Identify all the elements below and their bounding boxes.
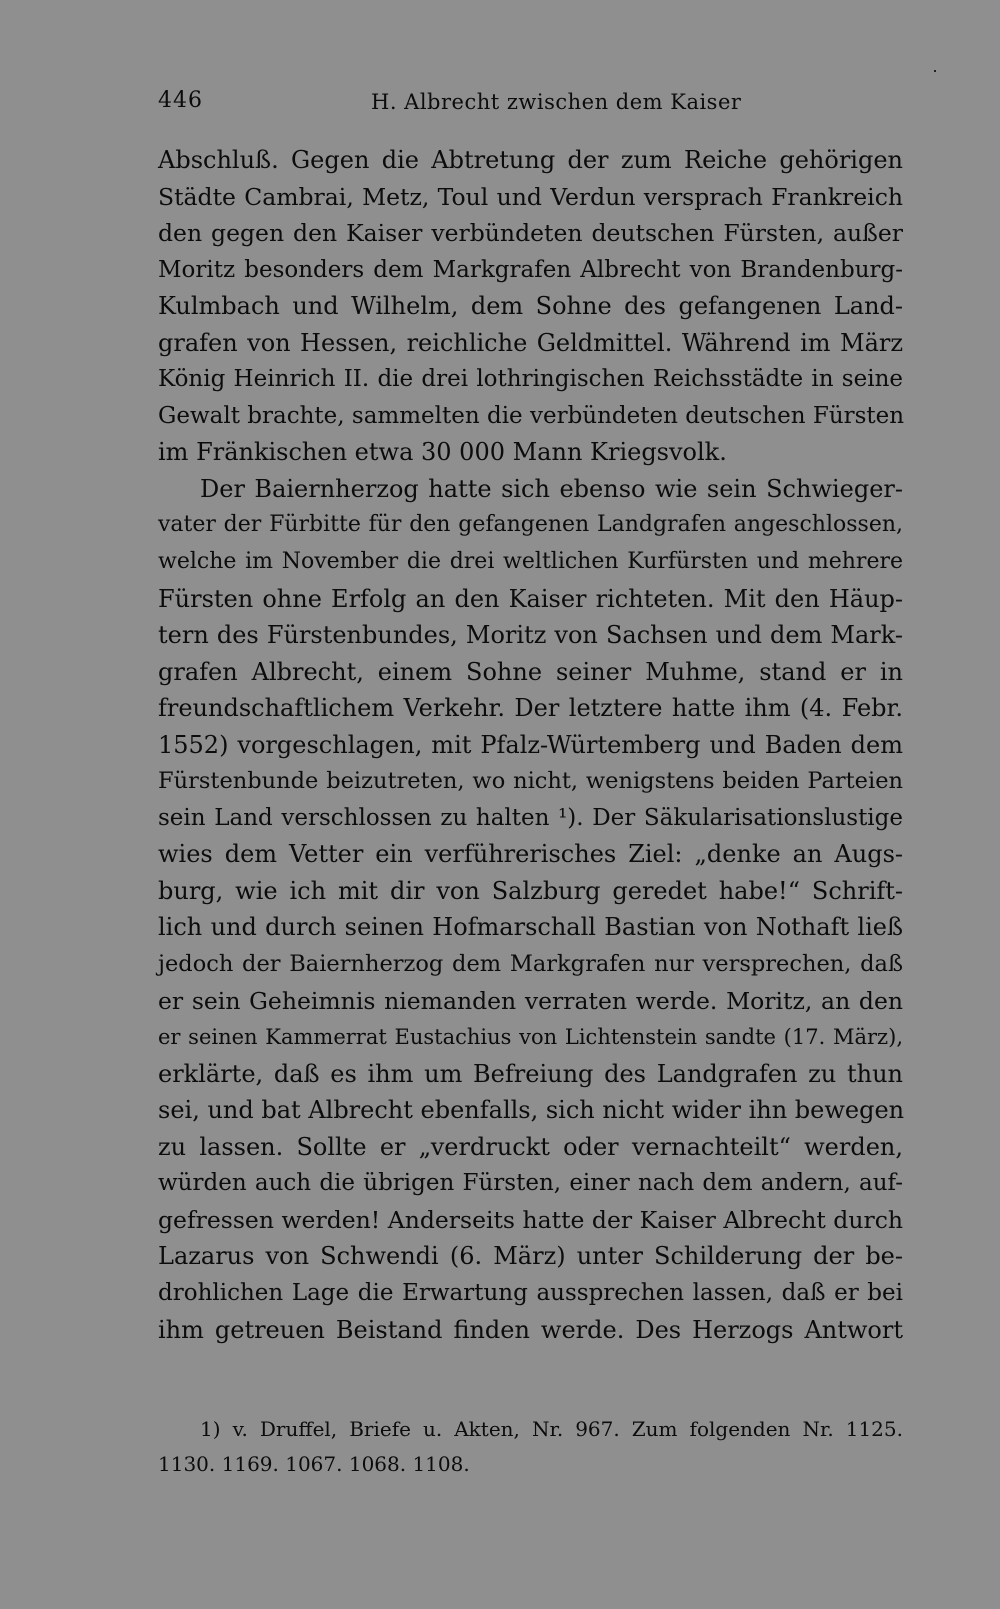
text-line: würden auch die übrigen Fürsten, einer nach dem andern, auf-	[158, 1170, 903, 1197]
text-line: welche im November die drei weltlichen Kurfürsten und mehrere	[158, 549, 903, 575]
text-line: im Fränkischen etwa 30 000 Mann Kriegsvolk.	[158, 438, 727, 467]
text-line: erklärte, daß es ihm um Befreiung des Landgrafen zu thun	[158, 1059, 903, 1088]
text-line: Lazarus von Schwendi (6. März) unter Schilderung der be-	[158, 1242, 903, 1271]
text-line: Kulmbach und Wilhelm, dem Sohne des gefangenen Land-	[158, 292, 903, 321]
text-line: lich und durch seinen Hofmarschall Bastian von Nothaft ließ	[158, 913, 903, 942]
text-line: den gegen den Kaiser verbündeten deutschen Fürsten, außer	[158, 219, 903, 248]
text-line: gefressen werden! Anderseits hatte der Kaiser Albrecht durch	[158, 1205, 903, 1234]
text-line: vater der Fürbitte für den gefangenen Landgrafen angeschlossen,	[158, 512, 903, 538]
page-number: 446	[158, 88, 203, 113]
text-line: Der Baiernherzog hatte sich ebenso wie sein Schwieger-	[200, 474, 903, 503]
text-line: er seinen Kammerrat Eustachius von Lichtenstein sandte (17. März),	[158, 1025, 903, 1050]
text-line: König Heinrich II. die drei lothringischen Reichsstädte in seine	[158, 366, 903, 393]
running-head: H. Albrecht zwischen dem Kaiser	[371, 90, 742, 114]
body-text	[158, 142, 903, 1348]
text-line: sein Land verschlossen zu halten ¹). Der Säkularisationslustige	[158, 804, 903, 831]
text-line: burg, wie ich mit dir von Salzburg geredet habe!“ Schrift-	[158, 876, 903, 905]
text-line: grafen von Hessen, reichliche Geldmittel. Während im März	[158, 328, 903, 357]
footnote-line: 1130. 1169. 1067. 1068. 1108.	[158, 1452, 470, 1476]
text-line: sei, und bat Albrecht ebenfalls, sich nicht wider ihn bewegen	[158, 1096, 905, 1125]
text-line: zu lassen. Sollte er „verdruckt oder vernachteilt“ werden,	[158, 1132, 903, 1161]
text-line: Gewalt brachte, sammelten die verbündeten deutschen Fürsten	[158, 402, 905, 429]
text-line: grafen Albrecht, einem Sohne seiner Muhme, stand er in	[158, 657, 903, 686]
text-line: 1552) vorgeschlagen, mit Pfalz-Würtemberg und Baden dem	[158, 730, 903, 759]
text-line: tern des Fürstenbundes, Moritz von Sachsen und dem Mark-	[158, 621, 903, 650]
text-line: jedoch der Baiernherzog dem Markgrafen nur versprechen, daß	[158, 951, 903, 978]
footnotes	[158, 1412, 903, 1482]
text-line: Städte Cambrai, Metz, Toul und Verdun versprach Frankreich	[158, 182, 903, 211]
text-line: er sein Geheimnis niemanden verraten werde. Moritz, an den	[158, 986, 903, 1015]
page-header	[158, 88, 903, 120]
footnote-line: 1) v. Druffel, Briefe u. Akten, Nr. 967. Zum folgenden Nr. 1125.	[200, 1417, 903, 1441]
text-line: Abschluß. Gegen die Abtretung der zum Reiche gehörigen	[158, 146, 903, 174]
scan-speck	[934, 70, 936, 72]
text-line: Moritz besonders dem Markgrafen Albrecht von Brandenburg-	[158, 256, 903, 283]
text-line: drohlichen Lage die Erwartung aussprechen lassen, daß er bei	[158, 1279, 903, 1306]
text-line: wies dem Vetter ein verführerisches Ziel: „denke an Augs-	[158, 840, 903, 869]
text-line: ihm getreuen Beistand finden werde. Des Herzogs Antwort	[158, 1315, 903, 1344]
text-line: Fürstenbunde beizutreten, wo nicht, wenigstens beiden Parteien	[158, 768, 903, 795]
text-line: Fürsten ohne Erfolg an den Kaiser richteten. Mit den Häup-	[158, 584, 903, 613]
text-line: freundschaftlichem Verkehr. Der letztere hatte ihm (4. Febr.	[158, 694, 903, 723]
